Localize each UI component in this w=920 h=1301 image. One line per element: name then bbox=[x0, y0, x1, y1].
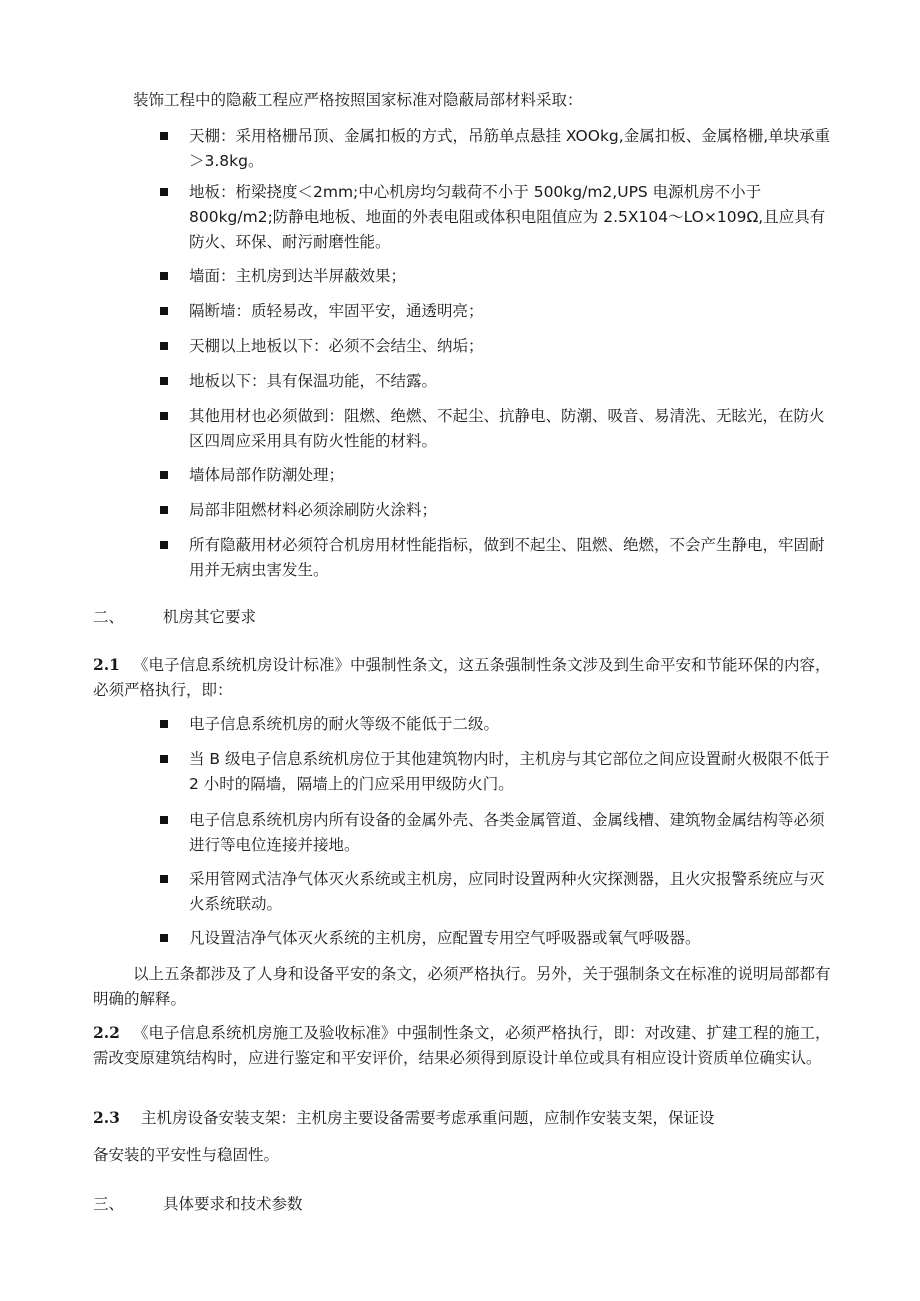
list-item-text: 地板：桁梁挠度＜2mm;中心机房均匀载荷不小于 500kg∕m2,UPS 电源机房不小于800kg∕m2;防静电地板、地面的外表电阻或体积电阻值应为 2.5X104～LO×109Ω,且应具有防火、环保、耐污耐磨性能。 bbox=[189, 183, 826, 251]
section-number: 二、 bbox=[93, 608, 125, 626]
list-item-text: 其他用材也必须做到：阻燃、绝燃、不起尘、抗静电、防潮、吸音、易清洗、无眩光，在防火区四周应采用具有防火性能的材料。 bbox=[189, 407, 825, 450]
list-item-text: 电子信息系统机房的耐火等级不能低于二级。 bbox=[189, 715, 500, 733]
square-bullet-icon bbox=[160, 188, 168, 196]
clause-paragraph bbox=[93, 1106, 715, 1130]
square-bullet-icon bbox=[160, 541, 168, 549]
section-number: 三、 bbox=[93, 1195, 125, 1213]
square-bullet-icon bbox=[160, 934, 168, 942]
clause-paragraph bbox=[93, 652, 833, 703]
section-title: 具体要求和技术参数 bbox=[163, 1195, 303, 1213]
list-item-text: 隔断墙：质轻易改，牢固平安，通透明亮； bbox=[189, 302, 484, 320]
square-bullet-icon bbox=[160, 471, 168, 479]
section-title: 机房其它要求 bbox=[163, 608, 257, 626]
list-item-text: 采用管网式洁净气体灭火系统或主机房，应同时设置两种火灾探测器，且火灾报警系统应与灭火系统联动。 bbox=[189, 870, 825, 913]
square-bullet-icon bbox=[160, 307, 168, 315]
square-bullet-icon bbox=[160, 875, 168, 883]
summary-paragraph: 以上五条都涉及了人身和设备平安的条文，必须严格执行。另外，关于强制条文在标准的说明局部都有明确的解释。 bbox=[93, 965, 831, 1008]
square-bullet-icon bbox=[160, 412, 168, 420]
list-item-text: 所有隐蔽用材必须符合机房用材性能指标，做到不起尘、阻燃、绝燃，不会产生静电，牢固耐用并无病虫害发生。 bbox=[189, 536, 825, 579]
square-bullet-icon bbox=[160, 342, 168, 350]
clause-number: 2.2 bbox=[93, 1023, 120, 1042]
clause-text: 《电子信息系统机房设计标准》中强制性条文，这五条强制性条文涉及到生命平安和节能环保的内容，必须严格执行，即： bbox=[93, 656, 831, 699]
list-item-text: 墙面：主机房到达半屏蔽效果； bbox=[189, 267, 407, 285]
clause-text: 主机房设备安装支架：主机房主要设备需要考虑承重问题，应制作安装支架，保证设 bbox=[141, 1109, 715, 1127]
square-bullet-icon bbox=[160, 755, 168, 763]
square-bullet-icon bbox=[160, 132, 168, 140]
list-item-text: 墙体局部作防潮处理； bbox=[189, 466, 345, 484]
square-bullet-icon bbox=[160, 816, 168, 824]
clause-number: 2.1 bbox=[93, 655, 120, 674]
clause-text: 《电子信息系统机房施工及验收标准》中强制性条文，必须严格执行，即：对改建、扩建工程的施工，需改变原建筑结构时，应进行鉴定和平安评价，结果必须得到原设计单位或具有相应设计资质单位确实认。 bbox=[93, 1024, 831, 1067]
list-item-text: 当 B 级电子信息系统机房位于其他建筑物内时，主机房与其它部位之间应设置耐火极限不低于 2 小时的隔墙，隔墙上的门应采用甲级防火门。 bbox=[189, 750, 830, 793]
list-item-text: 天棚：采用格栅吊顶、金属扣板的方式，吊筋单点悬挂 XOOkg,金属扣板、金属格栅,单块承重＞3.8kg。 bbox=[189, 127, 831, 170]
square-bullet-icon bbox=[160, 720, 168, 728]
list-item-text: 凡设置洁净气体灭火系统的主机房，应配置专用空气呼吸器或氧气呼吸器。 bbox=[189, 929, 701, 947]
square-bullet-icon bbox=[160, 506, 168, 514]
square-bullet-icon bbox=[160, 272, 168, 280]
list-item-text: 电子信息系统机房内所有设备的金属外壳、各类金属管道、金属线槽、建筑物金属结构等必须进行等电位连接并接地。 bbox=[189, 811, 825, 854]
section-heading bbox=[93, 605, 256, 629]
clause-number: 2.3 bbox=[93, 1108, 120, 1127]
clause-continuation: 备安装的平安性与稳固性。 bbox=[93, 1146, 280, 1164]
clause-paragraph bbox=[93, 1020, 833, 1071]
list-item-text: 局部非阻燃材料必须涂刷防火涂料； bbox=[189, 501, 438, 519]
square-bullet-icon bbox=[160, 377, 168, 385]
list-item-text: 天棚以上地板以下：必须不会结尘、纳垢； bbox=[189, 337, 484, 355]
list-item-text: 地板以下：具有保温功能，不结露。 bbox=[189, 372, 438, 390]
intro-paragraph: 装饰工程中的隐蔽工程应严格按照国家标准对隐蔽局部材料采取： bbox=[133, 91, 583, 109]
section-heading bbox=[93, 1192, 303, 1216]
